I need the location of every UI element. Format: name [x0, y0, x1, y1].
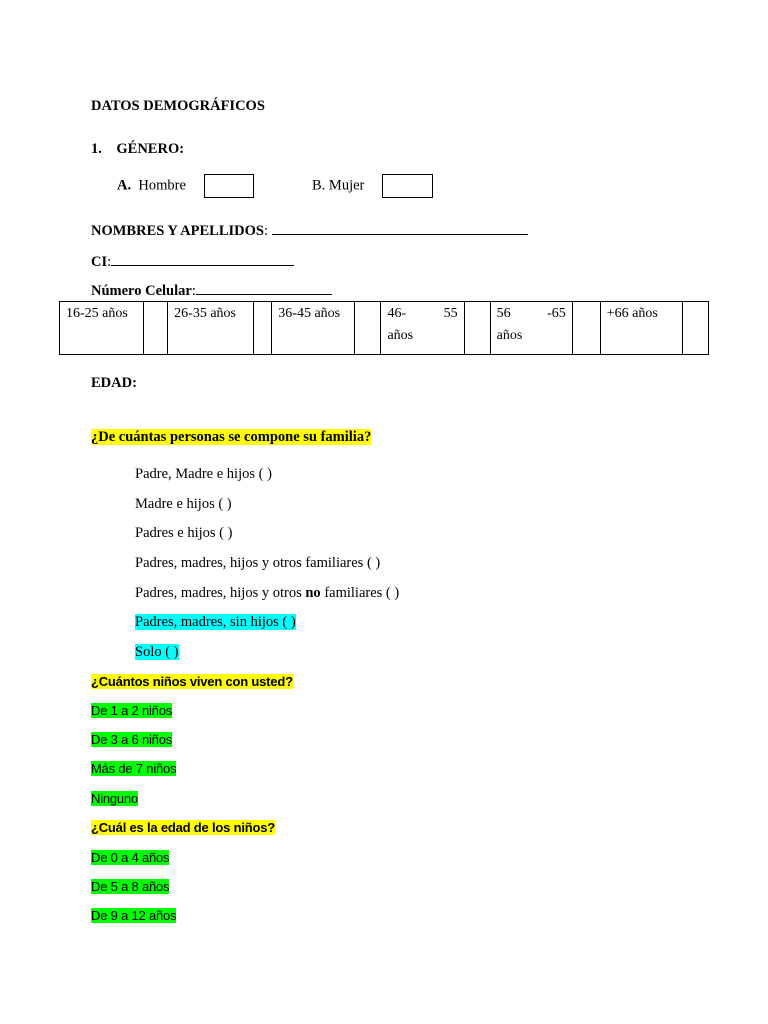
gender-option-b [312, 174, 433, 198]
family-question-text: ¿De cuántas personas se compone su familia? [91, 429, 372, 445]
page-title: DATOS DEMOGRÁFICOS [91, 98, 265, 114]
gender-option-a-label: Hombre [138, 177, 186, 194]
ci-field [91, 253, 294, 271]
phone-field [91, 282, 332, 300]
family-option-2[interactable]: Madre e hijos ( ) [135, 496, 232, 512]
age-56-65 [490, 302, 572, 355]
children-age-question [91, 820, 275, 835]
children-option-3[interactable] [91, 761, 176, 776]
age-46-55-unit: años [387, 328, 414, 343]
phone-label: Número Celular [91, 283, 192, 299]
children-age-option-3-text: De 9 a 12 años [91, 908, 177, 923]
names-colon: : [263, 223, 268, 239]
gender-number: 1. [91, 141, 102, 157]
gender-option-b-label: B. Mujer [312, 177, 365, 194]
age-36-45: 36-45 años [272, 302, 355, 355]
age-46-55-checkbox[interactable] [464, 302, 490, 355]
children-question [91, 674, 293, 689]
names-label: NOMBRES Y APELLIDOS [91, 223, 264, 239]
ci-label: CI [91, 254, 108, 270]
ci-colon: : [107, 254, 112, 270]
gender-label: GÉNERO: [116, 141, 185, 157]
phone-colon: : [191, 283, 196, 299]
phone-input-line[interactable] [196, 282, 332, 295]
family-option-6[interactable] [135, 614, 296, 631]
children-age-option-1[interactable] [91, 850, 169, 865]
children-option-1-text: De 1 a 2 niños [91, 703, 173, 718]
gender-heading [91, 141, 184, 158]
children-age-option-1-text: De 0 a 4 años [91, 850, 170, 865]
age-66-plus: +66 años [600, 302, 682, 355]
mujer-checkbox[interactable] [382, 174, 433, 198]
age-range-table [59, 301, 709, 355]
family-option-1[interactable]: Padre, Madre e hijos ( ) [135, 466, 272, 482]
age-46-55-start: 46- [387, 306, 407, 321]
family-option-5-post: familiares ( ) [320, 585, 400, 601]
age-26-35-checkbox[interactable] [254, 302, 272, 355]
children-age-option-2-text: De 5 a 8 años [91, 879, 170, 894]
age-46-55 [381, 302, 464, 355]
age-16-25: 16-25 años [60, 302, 144, 355]
children-option-3-text: Más de 7 niños [91, 761, 177, 776]
family-option-7-text: Solo ( ) [135, 644, 179, 660]
age-56-65-unit: años [496, 328, 523, 343]
gender-option-a [117, 174, 254, 198]
age-56-65-start: 56 [496, 306, 511, 321]
age-36-45-checkbox[interactable] [355, 302, 381, 355]
ci-input-line[interactable] [111, 253, 294, 266]
hombre-checkbox[interactable] [204, 174, 254, 198]
age-26-35: 26-35 años [168, 302, 254, 355]
family-option-6-text: Padres, madres, sin hijos ( ) [135, 614, 296, 630]
children-age-option-2[interactable] [91, 879, 169, 894]
children-option-2-text: De 3 a 6 niños [91, 732, 173, 747]
children-age-question-text: ¿Cuál es la edad de los niños? [91, 820, 275, 835]
children-age-option-3[interactable] [91, 908, 176, 923]
family-option-7[interactable] [135, 644, 179, 661]
age-46-55-end: 55 [443, 306, 458, 321]
age-66-plus-checkbox[interactable] [682, 302, 708, 355]
children-option-1[interactable] [91, 703, 172, 718]
age-range-row [60, 302, 709, 355]
children-option-4-text: Ninguno [91, 791, 139, 806]
age-16-25-checkbox[interactable] [144, 302, 168, 355]
family-question [91, 429, 371, 446]
children-option-2[interactable] [91, 732, 172, 747]
family-option-5[interactable] [135, 585, 399, 602]
age-56-65-end: -65 [547, 306, 566, 321]
family-option-5-pre: Padres, madres, hijos y otros [135, 585, 306, 601]
family-option-3[interactable]: Padres e hijos ( ) [135, 525, 233, 541]
family-option-4[interactable]: Padres, madres, hijos y otros familiares ( ) [135, 555, 381, 571]
names-field [91, 222, 528, 240]
names-input-line[interactable] [272, 222, 528, 235]
age-label: EDAD: [91, 375, 137, 391]
children-option-4[interactable] [91, 791, 138, 806]
family-option-5-bold: no [305, 585, 321, 601]
age-56-65-checkbox[interactable] [572, 302, 600, 355]
gender-option-a-letter: A. [117, 177, 132, 194]
children-question-text: ¿Cuántos niños viven con usted? [91, 674, 293, 689]
